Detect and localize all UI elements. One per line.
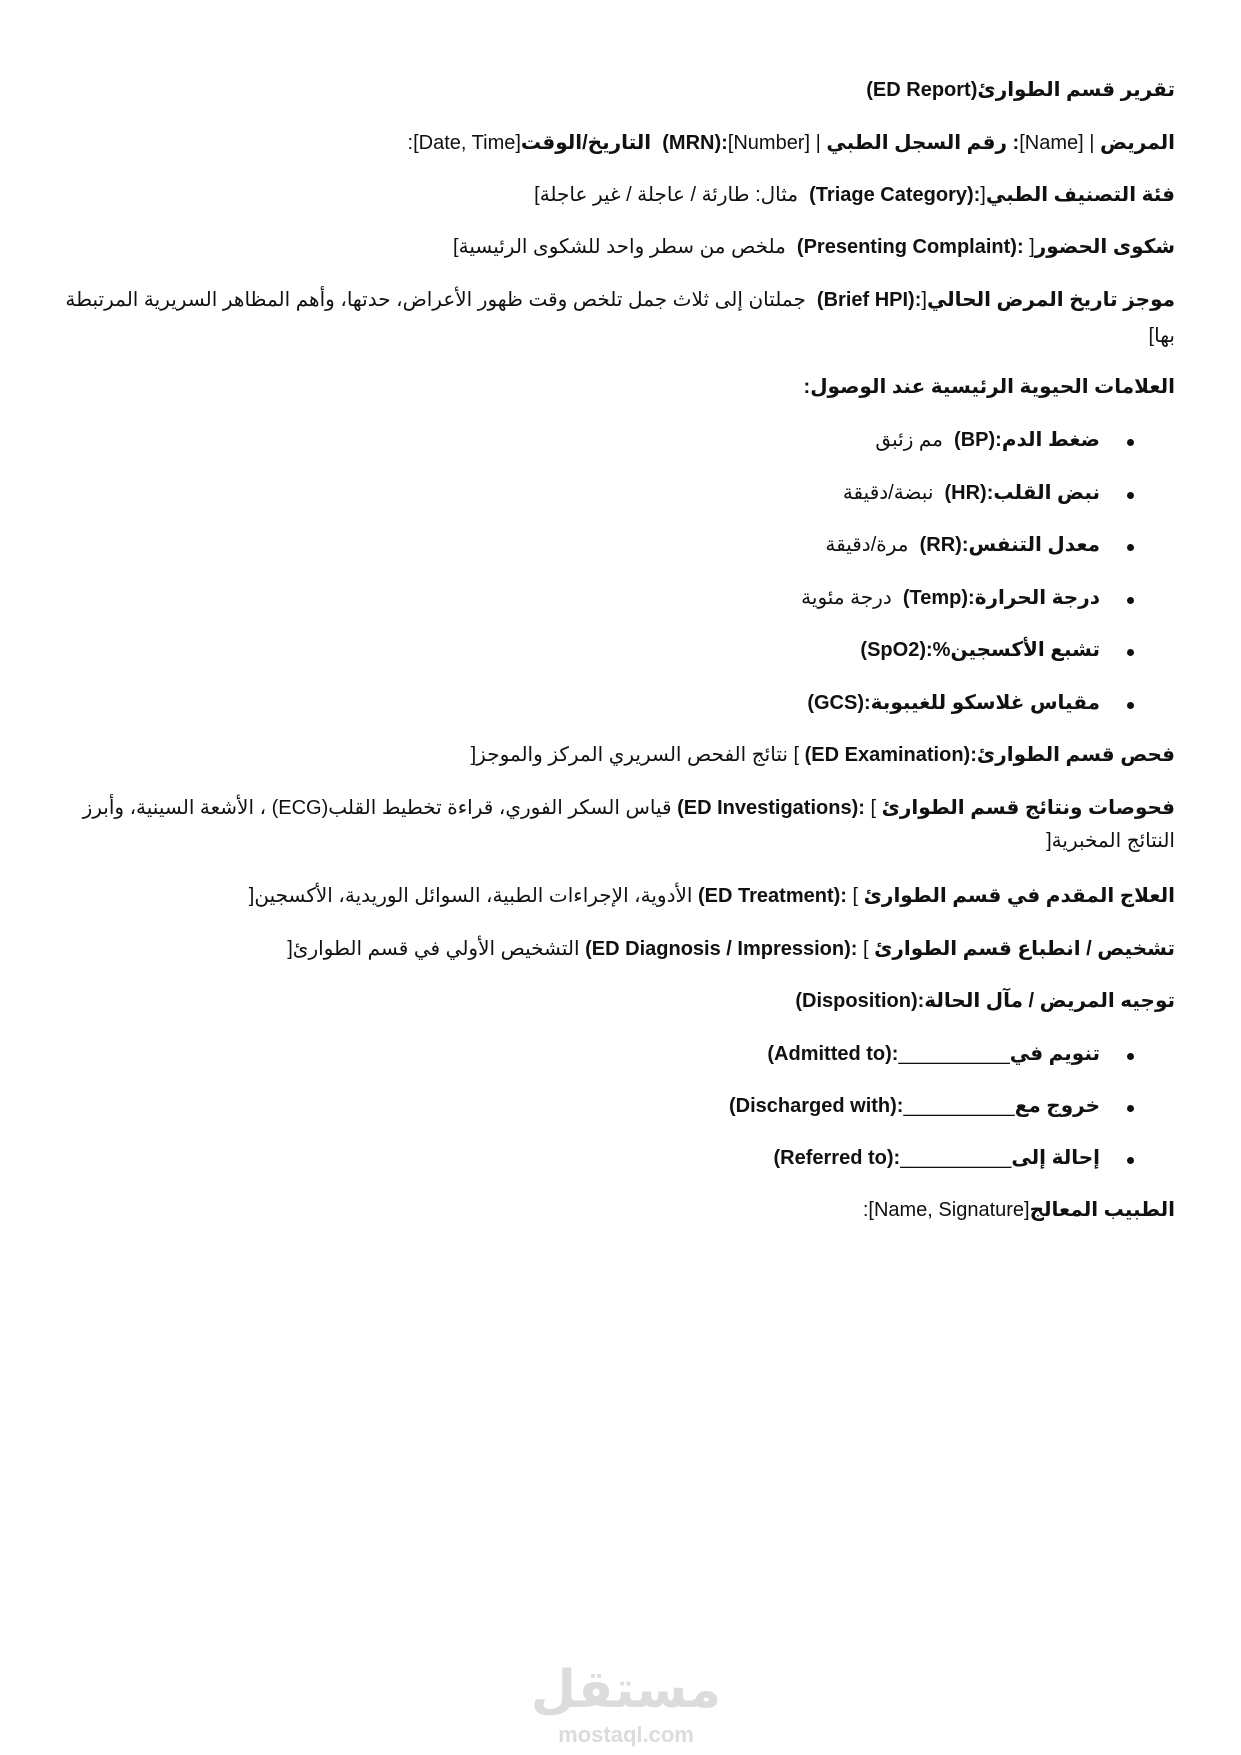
text-segment: مم زئبق <box>875 429 949 451</box>
investigations-line-cont <box>1046 827 1175 855</box>
text-segment: شكوى الحضور <box>1034 236 1175 258</box>
bullet-icon <box>1127 597 1134 604</box>
bullet-icon <box>1127 492 1134 499</box>
text-segment: ] <box>287 938 293 960</box>
bullet-icon <box>1127 649 1134 656</box>
text-segment: درجة مئوية <box>801 587 898 609</box>
vital-rr <box>825 531 1100 559</box>
text-segment: ] <box>248 885 255 907</box>
text-segment: (BP): <box>948 429 1002 451</box>
text-segment: [ <box>857 938 875 960</box>
disposition-admitted <box>762 1040 1100 1068</box>
text-segment: التاريخ/الوقت <box>520 132 657 154</box>
text-segment: المريض <box>1099 132 1175 154</box>
text-segment: (Triage Category): <box>803 184 981 206</box>
vital-bp <box>875 426 1100 454</box>
text-segment: [ <box>534 184 540 206</box>
text-segment: (HR): <box>938 482 994 504</box>
text-segment: مقياس غلاسكو للغيبوبة: <box>864 692 1100 714</box>
text-segment: [Number] <box>727 132 811 154</box>
bullet-icon <box>1127 1105 1134 1112</box>
text-segment: نبض القلب <box>993 482 1100 504</box>
text-segment: [Date, Time] <box>413 132 521 154</box>
text-segment: [Name, Signature] <box>868 1199 1030 1221</box>
complaint-line <box>453 233 1175 261</box>
text-segment: (Referred to): <box>767 1147 901 1169</box>
vital-spo2 <box>855 636 1100 664</box>
text-segment: نبضة/دقيقة <box>842 482 939 504</box>
text-segment: ] <box>921 289 927 311</box>
hpi-line-cont <box>1149 322 1175 350</box>
text-segment: مثال: طارئة / عاجلة / غير عاجلة <box>539 184 804 206</box>
text-segment: (Discharged with): <box>723 1095 904 1117</box>
text-segment: (MRN): <box>656 132 728 154</box>
text-segment: __________ <box>903 1095 1015 1117</box>
text-segment: (Presenting Complaint): <box>791 236 1024 258</box>
text-segment: __________ <box>898 1043 1010 1065</box>
text-segment: __________ <box>900 1147 1012 1169</box>
text-segment: ] <box>1023 236 1035 258</box>
text-segment: مرة/دقيقة <box>825 534 915 556</box>
text-segment: النتائج المخبرية <box>1051 830 1175 852</box>
vital-hr <box>843 479 1100 507</box>
text-segment: (ED Examination): <box>799 744 977 766</box>
text-segment: نتائج الفحص السريري المركز والموجز <box>476 744 788 766</box>
bullet-icon <box>1127 702 1134 709</box>
disposition-heading <box>795 987 1175 1015</box>
text-segment: (Brief HPI): <box>811 289 922 311</box>
text-segment: بها <box>1154 325 1175 347</box>
bullet-icon <box>1127 544 1134 551</box>
text-segment: إحالة إلى <box>1011 1147 1100 1169</box>
text-segment: ملخص من سطر واحد للشكوى الرئيسية <box>458 236 792 258</box>
diagnosis-line <box>287 935 1175 963</box>
text-segment: تنويم في <box>1009 1043 1100 1065</box>
bullet-icon <box>1127 439 1134 446</box>
text-segment: (RR): <box>914 534 969 556</box>
disposition-discharged <box>723 1092 1100 1120</box>
text-segment: فئة التصنيف الطبي <box>985 184 1175 206</box>
text-segment: موجز تاريخ المرض الحالي <box>926 289 1175 311</box>
text-segment: (Temp): <box>897 587 975 609</box>
text-segment: فحص قسم الطوارئ <box>976 744 1175 766</box>
text-segment: (GCS) <box>807 692 865 714</box>
text-segment: خروج مع <box>1014 1095 1100 1117</box>
text-segment: : <box>857 1199 869 1221</box>
bullet-icon <box>1127 1157 1134 1164</box>
text-segment: ] <box>980 184 986 206</box>
text-segment: توجيه المريض / مآل الحالة: <box>917 990 1175 1012</box>
text-segment: فحوصات ونتائج قسم الطوارئ <box>881 797 1175 819</box>
vital-temp <box>801 584 1100 612</box>
text-segment: جملتان إلى ثلاث جمل تلخص وقت ظهور الأعراض، حدتها، وأهم المظاهر السريرية المرتبطة <box>65 289 812 311</box>
text-segment: ] <box>465 744 477 766</box>
text-segment: الطبيب المعالج <box>1029 1199 1175 1221</box>
text-segment: (ED Report) <box>866 79 978 101</box>
investigations-line <box>83 794 1175 822</box>
report-title <box>866 76 1175 104</box>
text-segment: [ <box>453 236 459 258</box>
text-segment: (Disposition) <box>795 990 918 1012</box>
text-segment: العلامات الحيوية الرئيسية عند الوصول: <box>803 376 1175 398</box>
text-segment: العلاج المقدم في قسم الطوارئ <box>863 885 1175 907</box>
text-segment: [ <box>787 744 800 766</box>
text-segment: قياس السكر الفوري، قراءة تخطيط القلب(ECG) ، الأشعة السينية، وأبرز <box>82 797 678 819</box>
examination-line <box>465 741 1175 769</box>
text-segment: التشخيص الأولي في قسم الطوارئ <box>292 938 586 960</box>
text-segment: تقرير قسم الطوارئ <box>977 79 1175 101</box>
bullet-icon <box>1127 1053 1134 1060</box>
text-segment: معدل التنفس <box>968 534 1100 556</box>
text-segment: تشخيص / انطباع قسم الطوارئ <box>874 938 1175 960</box>
text-segment: [ <box>864 797 882 819</box>
vitals-heading <box>804 373 1175 401</box>
watermark-domain: mostaql.com <box>558 1722 694 1747</box>
watermark-logo: مستقل <box>530 1660 722 1720</box>
text-segment: (ED Diagnosis / Impression): <box>585 938 858 960</box>
text-segment: | <box>810 132 827 154</box>
text-segment: (SpO2): <box>854 639 933 661</box>
text-segment: [ <box>1148 325 1155 347</box>
text-segment: درجة الحرارة <box>974 587 1100 609</box>
vital-gcs <box>807 689 1100 717</box>
text-segment: (ED Investigations): <box>677 797 865 819</box>
text-segment: رقم السجل الطبي <box>826 132 1007 154</box>
text-segment: (Admitted to): <box>761 1043 899 1065</box>
patient-info-line <box>402 129 1175 157</box>
disposition-referred <box>768 1144 1100 1172</box>
text-segment: تشبع الأكسجين% <box>932 639 1100 661</box>
text-segment: [Name] <box>1019 132 1084 154</box>
triage-line <box>534 181 1175 209</box>
text-segment: [ <box>846 885 864 907</box>
treatment-line <box>249 882 1175 910</box>
text-segment: الأدوية، الإجراءات الطبية، السوائل الوريدية، الأكسجين <box>254 885 699 907</box>
hpi-line <box>65 286 1175 314</box>
text-segment: : <box>401 132 414 154</box>
text-segment: (ED Treatment): <box>698 885 847 907</box>
text-segment: ] <box>1046 830 1052 852</box>
text-segment: ضغط الدم <box>1001 429 1100 451</box>
text-segment: | <box>1083 132 1100 154</box>
physician-line <box>857 1196 1175 1224</box>
text-segment: : <box>1006 132 1020 154</box>
